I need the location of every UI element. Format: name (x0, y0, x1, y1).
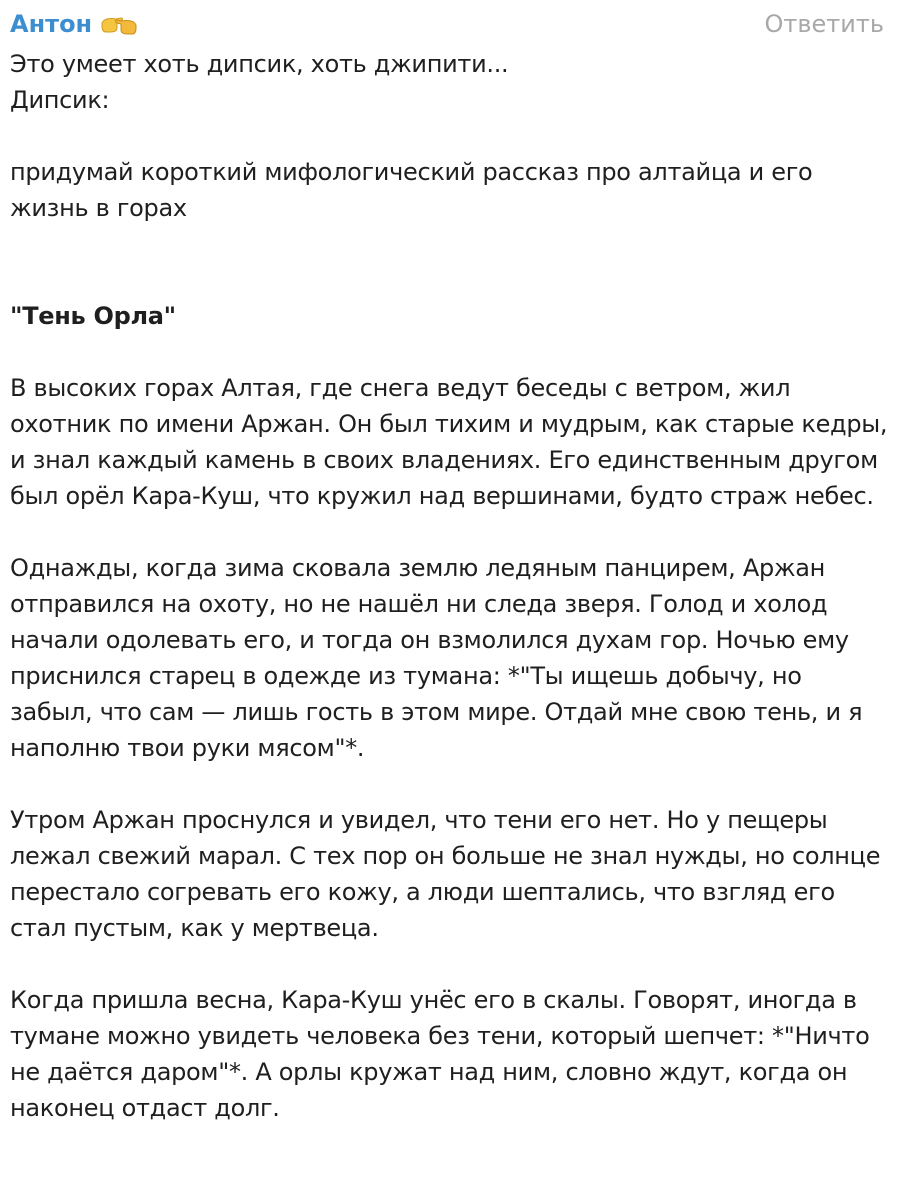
intro-line: Это умеет хоть дипсик, хоть джипити... (10, 50, 509, 78)
paragraph-gap (10, 334, 890, 370)
story-paragraph: В высоких горах Алтая, где снега ведут беседы с ветром, жил охотник по имени Аржан. Он был тихим и мудрым, как старые кедры, и знал каждый камень в своих владениях. Его единственным другом был орёл Кара-Куш, что кружил над вершинами, будто страж небес. (10, 374, 888, 510)
story-paragraph: Когда пришла весна, Кара-Куш унёс его в скалы. Говорят, иногда в тумане можно увидеть человека без тени, который шепчет: *"Ничто не даётся даром"*. А орлы кружат над ним, словно ждут, когда он наконец отдаст долг. (10, 986, 870, 1122)
pointing-hands-emoji-icon (100, 11, 138, 37)
message-body (10, 46, 890, 1126)
story-paragraph: Однажды, когда зима сковала землю ледяным панцирем, Аржан отправился на охоту, но не нашёл ни следа зверя. Голод и холод начали одолевать его, и тогда он взмолился духам гор. Ночью ему приснился старец в одежде из тумана: *"Ты ищешь добычу, но забыл, что сам — лишь гость в этом мире. Отдай мне свою тень, и я наполню твои руки мясом"*. (10, 554, 863, 762)
reply-button[interactable]: Ответить (764, 10, 884, 38)
paragraph-gap (10, 118, 890, 154)
message-header (10, 6, 884, 42)
author-name[interactable]: Антон (10, 10, 93, 38)
prompt-text: придумай короткий мифологический рассказ про алтайца и его жизнь в горах (10, 158, 813, 222)
story-title: "Тень Орла" (10, 302, 176, 330)
paragraph-gap (10, 946, 890, 982)
paragraph-gap (10, 226, 890, 298)
paragraph-gap (10, 514, 890, 550)
paragraph-gap (10, 766, 890, 802)
story-paragraph: Утром Аржан проснулся и увидел, что тени его нет. Но у пещеры лежал свежий марал. С тех пор он больше не знал нужды, но солнце перестало согревать его кожу, а люди шептались, что взгляд его стал пустым, как у мертвеца. (10, 806, 881, 942)
pointing-left-hand-icon (116, 20, 137, 34)
author-block (10, 10, 138, 38)
intro-line: Дипсик: (10, 86, 110, 114)
